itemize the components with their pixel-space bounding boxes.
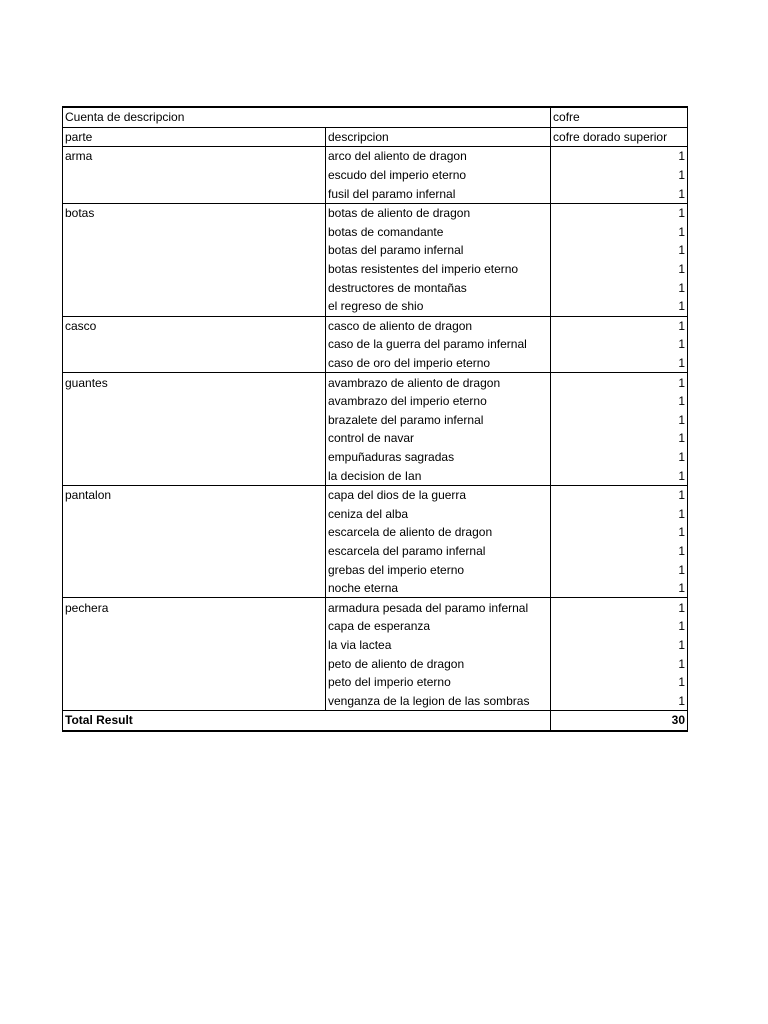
empty-cell (63, 411, 326, 430)
table-row (63, 411, 688, 430)
count-cell: 1 (551, 504, 688, 523)
empty-cell (63, 448, 326, 467)
descripcion-cell: avambrazo de aliento de dragon (326, 373, 551, 392)
descripcion-cell: noche eterna (326, 579, 551, 598)
count-cell: 1 (551, 560, 688, 579)
empty-cell (63, 691, 326, 710)
descripcion-cell: botas de comandante (326, 223, 551, 242)
descripcion-cell: capa del dios de la guerra (326, 485, 551, 504)
table-row (63, 542, 688, 561)
count-cell: 1 (551, 223, 688, 242)
table-row (63, 335, 688, 354)
header-row (63, 127, 688, 147)
descripcion-cell: ceniza del alba (326, 504, 551, 523)
count-cell: 1 (551, 542, 688, 561)
table-row (63, 278, 688, 297)
table-row (63, 184, 688, 203)
parte-cell: pantalon (63, 485, 326, 504)
empty-cell (63, 579, 326, 598)
table-row (63, 466, 688, 485)
count-cell: 1 (551, 485, 688, 504)
header-cofre-dorado-superior: cofre dorado superior (551, 127, 688, 147)
header-descripcion: descripcion (326, 127, 551, 147)
table-row (63, 429, 688, 448)
parte-cell: guantes (63, 373, 326, 392)
descripcion-cell: escarcela de aliento de dragon (326, 523, 551, 542)
pivot-body (63, 107, 688, 731)
empty-cell (63, 560, 326, 579)
table-row (63, 691, 688, 710)
empty-cell (63, 673, 326, 692)
descripcion-cell: capa de esperanza (326, 617, 551, 636)
empty-cell (63, 260, 326, 279)
descripcion-cell: venganza de la legion de las sombras (326, 691, 551, 710)
table-row (63, 373, 688, 392)
descripcion-cell: botas del paramo infernal (326, 241, 551, 260)
count-cell: 1 (551, 297, 688, 316)
descripcion-cell: peto de aliento de dragon (326, 654, 551, 673)
count-cell: 1 (551, 466, 688, 485)
empty-cell (63, 184, 326, 203)
table-row (63, 560, 688, 579)
parte-cell: botas (63, 203, 326, 222)
count-cell: 1 (551, 166, 688, 185)
count-cell: 1 (551, 691, 688, 710)
descripcion-cell: fusil del paramo infernal (326, 184, 551, 203)
count-cell: 1 (551, 241, 688, 260)
descripcion-cell: avambrazo del imperio eterno (326, 392, 551, 411)
count-cell: 1 (551, 335, 688, 354)
descripcion-cell: el regreso de shio (326, 297, 551, 316)
total-label: Total Result (63, 711, 551, 731)
table-row (63, 523, 688, 542)
count-cell: 1 (551, 579, 688, 598)
table-row (63, 579, 688, 598)
count-cell: 1 (551, 429, 688, 448)
count-cell: 1 (551, 278, 688, 297)
table-row (63, 354, 688, 373)
descripcion-cell: casco de aliento de dragon (326, 316, 551, 335)
empty-cell (63, 223, 326, 242)
count-cell: 1 (551, 411, 688, 430)
descripcion-cell: destructores de montañas (326, 278, 551, 297)
empty-cell (63, 354, 326, 373)
count-cell: 1 (551, 260, 688, 279)
table-row (63, 260, 688, 279)
table-row (63, 504, 688, 523)
column-field-label: cofre (551, 107, 688, 127)
count-cell: 1 (551, 636, 688, 655)
table-row (63, 203, 688, 222)
empty-cell (63, 542, 326, 561)
empty-cell (63, 466, 326, 485)
table-row (63, 316, 688, 335)
descripcion-cell: caso de la guerra del paramo infernal (326, 335, 551, 354)
descripcion-cell: armadura pesada del paramo infernal (326, 598, 551, 617)
count-cell: 1 (551, 184, 688, 203)
descripcion-cell: botas de aliento de dragon (326, 203, 551, 222)
descripcion-cell: botas resistentes del imperio eterno (326, 260, 551, 279)
count-cell: 1 (551, 373, 688, 392)
table-row (63, 654, 688, 673)
empty-cell (63, 617, 326, 636)
descripcion-cell: peto del imperio eterno (326, 673, 551, 692)
count-cell: 1 (551, 523, 688, 542)
total-row (63, 711, 688, 731)
descripcion-cell: grebas del imperio eterno (326, 560, 551, 579)
table-row (63, 223, 688, 242)
empty-cell (63, 166, 326, 185)
table-row (63, 617, 688, 636)
table-row (63, 166, 688, 185)
pivot-title: Cuenta de descripcion (63, 107, 551, 127)
table-row (63, 448, 688, 467)
parte-cell: casco (63, 316, 326, 335)
empty-cell (63, 504, 326, 523)
empty-cell (63, 429, 326, 448)
total-value: 30 (551, 711, 688, 731)
empty-cell (63, 335, 326, 354)
empty-cell (63, 523, 326, 542)
descripcion-cell: escarcela del paramo infernal (326, 542, 551, 561)
title-row (63, 107, 688, 127)
count-cell: 1 (551, 147, 688, 166)
parte-cell: pechera (63, 598, 326, 617)
table-row (63, 392, 688, 411)
count-cell: 1 (551, 448, 688, 467)
count-cell: 1 (551, 354, 688, 373)
descripcion-cell: escudo del imperio eterno (326, 166, 551, 185)
table-row (63, 485, 688, 504)
table-row (63, 241, 688, 260)
empty-cell (63, 636, 326, 655)
count-cell: 1 (551, 203, 688, 222)
descripcion-cell: la decision de Ian (326, 466, 551, 485)
count-cell: 1 (551, 598, 688, 617)
table-row (63, 147, 688, 166)
empty-cell (63, 392, 326, 411)
descripcion-cell: la via lactea (326, 636, 551, 655)
parte-cell: arma (63, 147, 326, 166)
table-row (63, 636, 688, 655)
count-cell: 1 (551, 316, 688, 335)
table-row (63, 598, 688, 617)
count-cell: 1 (551, 654, 688, 673)
descripcion-cell: arco del aliento de dragon (326, 147, 551, 166)
header-parte: parte (63, 127, 326, 147)
descripcion-cell: control de navar (326, 429, 551, 448)
empty-cell (63, 241, 326, 260)
empty-cell (63, 278, 326, 297)
table-row (63, 673, 688, 692)
descripcion-cell: brazalete del paramo infernal (326, 411, 551, 430)
descripcion-cell: caso de oro del imperio eterno (326, 354, 551, 373)
empty-cell (63, 297, 326, 316)
count-cell: 1 (551, 617, 688, 636)
count-cell: 1 (551, 392, 688, 411)
pivot-table (62, 106, 688, 732)
empty-cell (63, 654, 326, 673)
table-row (63, 297, 688, 316)
descripcion-cell: empuñaduras sagradas (326, 448, 551, 467)
count-cell: 1 (551, 673, 688, 692)
